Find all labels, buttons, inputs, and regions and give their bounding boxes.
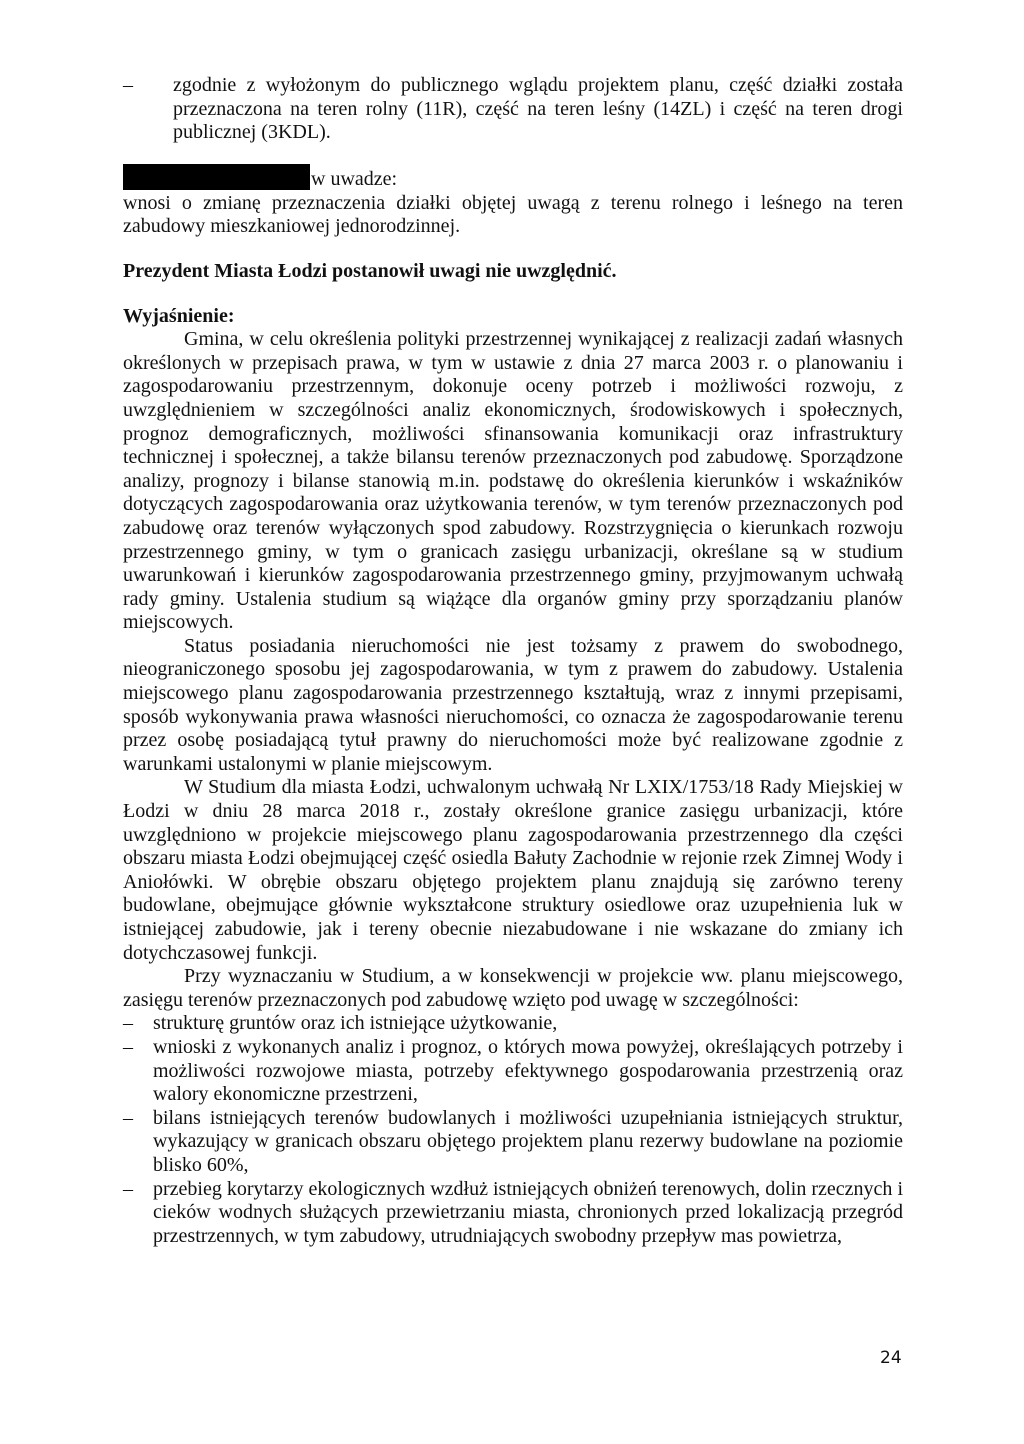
- list-dash: –: [123, 1106, 133, 1129]
- list-item-text: wnioski z wykonanych analiz i prognoz, o których mowa powyżej, określających potrzeby i możliwości rozwojowe miasta, potrzeby efektywnego gospodarowania przestrzenią oraz walory ekonomiczne przestrzeni,: [153, 1035, 903, 1106]
- paragraph: Gmina, w celu określenia polityki przestrzennej wynikającej z realizacji zadań własnych określonych w przepisach prawa, w tym w ustawie z dnia 27 marca 2003 r. o planowaniu i zagospodarowaniu przestrzennym, dokonuje oceny potrzeb i możliwości rozwoju, z uwzględnieniem w szczególności analiz ekonomicznych, środowiskowych i społecznych, prognoz demograficznych, możliwości sfinansowania komunikacji oraz infrastruktury technicznej i społecznej, a także bilansu terenów przeznaczonych pod zabudowę. Sporządzone analizy, prognozy i bilanse stanowią m.in. podstawę do określenia kierunków i wskaźników dotyczących zagospodarowania oraz użytkowania terenów, w tym terenów przeznaczonych pod zabudowę oraz terenów wyłączonych spod zabudowy. Rozstrzygnięcia o kierunkach rozwoju przestrzennego gminy, w tym o granicach zasięgu urbanizacji, określane są w studium uwarunkowań i kierunków zagospodarowania przestrzennego gminy, przyjmowanym uchwałą rady gminy. Ustalenia studium są wiążące dla organów gminy przy sporządzaniu planów miejscowych.: [123, 328, 903, 634]
- remark-label: w uwadze:: [311, 168, 398, 191]
- list-dash: –: [123, 74, 133, 96]
- document-body: [123, 74, 903, 1248]
- list-item-text: strukturę gruntów oraz ich istniejące użytkowanie,: [153, 1012, 558, 1035]
- paragraph: Przy wyznaczaniu w Studium, a w konsekwencji w projekcie ww. planu miejscowego, zasięgu terenów przeznaczonych pod zabudowę wzięto pod uwagę w szczególności:: [123, 965, 903, 1011]
- remark-header: [123, 166, 903, 192]
- criteria-list: [123, 1012, 903, 1248]
- list-item: [123, 1107, 903, 1178]
- list-dash: –: [123, 1035, 133, 1058]
- list-dash: –: [123, 1177, 133, 1200]
- paragraph: Status posiadania nieruchomości nie jest tożsamy z prawem do swobodnego, nieograniczonego sposobu jej zagospodarowania, w tym z prawem do zabudowy. Ustalenia miejscowego planu zagospodarowania przestrzennego kształtują, wraz z innymi przepisami, sposób wykonywania prawa własności nieruchomości, co oznacza że zagospodarowanie terenu przez osobę posiadającą tytuł prawny do nieruchomości może być realizowane zgodnie z warunkami ustalonymi w planie miejscowym.: [123, 634, 903, 775]
- list-item: [123, 1036, 903, 1107]
- list-item-text: bilans istniejących terenów budowlanych i możliwości uzupełniania istniejących struktur, wykazujący w granicach obszaru objętego projektem planu rezerwy budowlane na poziomie blisko 60%,: [153, 1106, 903, 1176]
- decision-heading: Prezydent Miasta Łodzi postanowił uwagi nie uwzględnić.: [123, 259, 617, 282]
- intro-list-item: [123, 74, 903, 145]
- intro-item-text: zgodnie z wyłożonym do publicznego wglądu projektem planu, część działki została przeznaczona na teren rolny (11R), część na teren leśny (14ZL) i część na teren drogi publicznej (3KDL).: [173, 74, 903, 144]
- explanation-heading: Wyjaśnienie:: [123, 304, 235, 327]
- paragraph: W Studium dla miasta Łodzi, uchwalonym uchwałą Nr LXIX/1753/18 Rady Miejskiej w Łodzi w dniu 28 marca 2018 r., zostały określone granice zasięgu urbanizacji, które uwzględniono w projekcie miejscowego planu zagospodarowania przestrzennego dla części obszaru miasta Łodzi obejmującej część osiedla Bałuty Zachodnie w rejonie rzek Zimnej Wody i Aniołówki. W obrębie obszaru objętego projektem planu znajdują się zarówno tereny budowlane, obejmujące głównie wykształcone struktury osiedlowe oraz uzupełnienia luk w istniejącej zabudowie, jak i tereny obecnie niezabudowane i nie wskazane do zmiany ich dotychczasowej funkcji.: [123, 776, 903, 964]
- remark-text: wnosi o zmianę przeznaczenia działki objętej uwagą z terenu rolnego i leśnego na teren zabudowy mieszkaniowej jednorodzinnej.: [123, 191, 903, 238]
- list-item: [123, 1012, 903, 1036]
- list-item-text: przebieg korytarzy ekologicznych wzdłuż istniejących obniżeń terenowych, dolin rzecznych i cieków wodnych służących przewietrzaniu miasta, chronionych przed lokalizacją przegród przestrzennych, w tym zabudowy, utrudniających swobodny przepływ mas powietrza,: [153, 1177, 903, 1247]
- redaction-block: [123, 164, 310, 190]
- page-number: 24: [880, 1348, 902, 1368]
- list-item: [123, 1178, 903, 1249]
- list-dash: –: [123, 1012, 133, 1035]
